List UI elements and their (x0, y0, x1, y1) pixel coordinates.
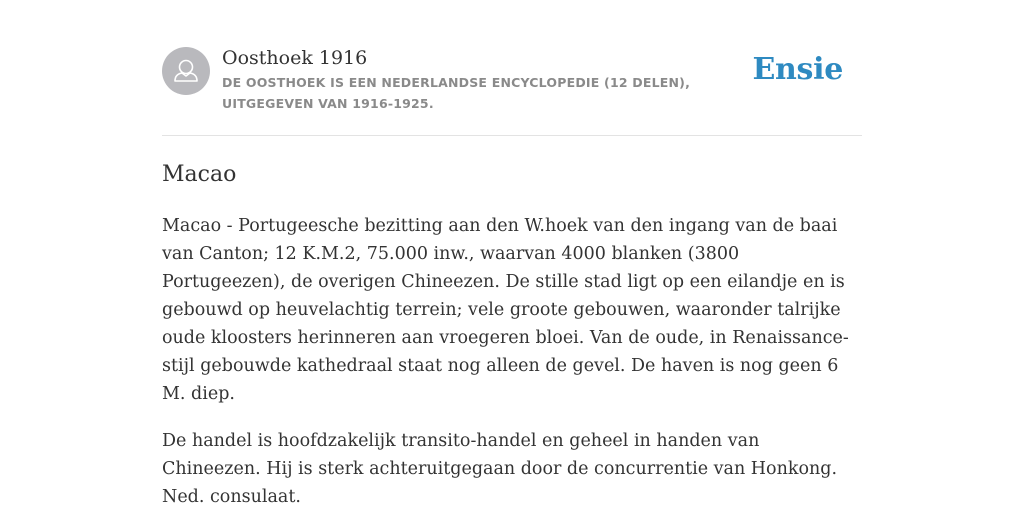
article-title: Macao (162, 162, 237, 187)
avatar (162, 47, 210, 95)
ensie-logo[interactable]: Ensie (752, 52, 843, 87)
article-body (162, 212, 862, 512)
article-paragraph: De handel is hoofdzakelijk transito-handel en geheel in handen van Chineezen. Hij is sterk achteruitgegaan door de concurrentie van Honkong. Ned. consulaat. (162, 431, 838, 507)
user-silhouette-icon (162, 47, 210, 95)
source-description: DE OOSTHOEK IS EEN NEDERLANDSE ENCYCLOPEDIE (12 DELEN), UITGEGEVEN VAN 1916-1925. (222, 75, 691, 111)
source-title[interactable]: Oosthoek 1916 (222, 47, 368, 69)
header-divider (162, 135, 862, 136)
article-paragraph: Macao - Portugeesche bezitting aan den W.hoek van den ingang van de baai van Canton; 12 K.M.2, 75.000 inw., waarvan 4000 blanken (3800 Portugeezen), de overigen Chineezen. De stille stad ligt op een eilandje en is gebouwd op heuvelachtig terrein; vele groote gebouwen, waaronder talrijke oude kloosters herinneren aan vroegeren bloei. Van de oude, in Renaissance-stijl gebouwde kathedraal staat nog alleen de gevel. De haven is nog geen 6 M. diep. (162, 216, 849, 404)
source-header (162, 46, 862, 136)
